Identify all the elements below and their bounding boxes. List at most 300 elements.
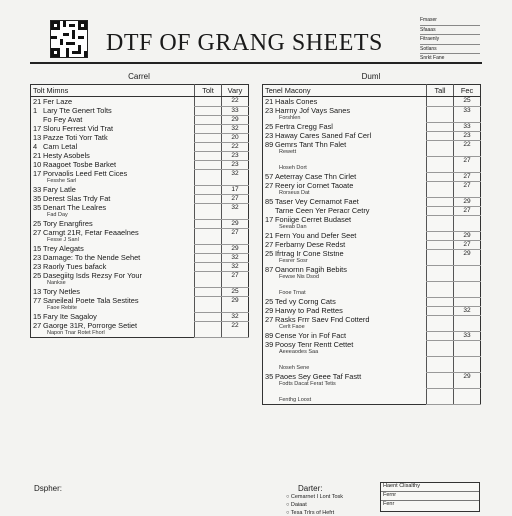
header-cell-2: Vary [222, 85, 249, 97]
row-number: 27 [265, 240, 274, 249]
row-label-cell [31, 253, 195, 262]
score-cell-total[interactable] [427, 356, 454, 372]
score-cell-total[interactable] [427, 281, 454, 297]
score-cell-total[interactable] [195, 115, 222, 124]
meta-line: Fitraenly [420, 35, 480, 45]
row-label-cell [263, 281, 427, 297]
header-cell-name: Tenel Macony [263, 85, 427, 97]
right-score-table [262, 84, 481, 405]
row-number: 35 [33, 203, 42, 212]
score-cell-value[interactable] [454, 215, 481, 231]
row-number: 27 [265, 181, 274, 190]
score-cell-value[interactable]: 27 [222, 228, 249, 244]
row-number: 13 [33, 133, 42, 142]
row-label-cell [263, 388, 427, 405]
score-cell-value[interactable]: 29 [222, 296, 249, 312]
row-title: Tory Netles [43, 287, 80, 296]
row-label-cell [31, 106, 195, 115]
row-title: Sloru Ferrest Vid Trat [43, 124, 114, 133]
row-number: 23 [33, 262, 42, 271]
score-cell-total[interactable] [427, 122, 454, 131]
score-cell-value[interactable] [454, 388, 481, 405]
score-cell-value[interactable]: 32 [222, 253, 249, 262]
row-number: 87 [265, 265, 274, 274]
row-label-cell [263, 172, 427, 181]
score-cell-value[interactable]: 32 [454, 306, 481, 315]
score-cell-total[interactable] [427, 340, 454, 356]
score-cell-value[interactable]: 17 [222, 185, 249, 194]
score-cell-value[interactable]: 25 [454, 97, 481, 107]
table-row [263, 265, 481, 281]
table-row [263, 388, 481, 405]
score-cell-value[interactable] [454, 356, 481, 372]
score-cell-total[interactable] [195, 185, 222, 194]
table-row [31, 262, 249, 271]
table-row [263, 131, 481, 140]
score-cell-total[interactable] [195, 228, 222, 244]
row-label-cell [263, 140, 427, 156]
table-row [263, 331, 481, 340]
row-label-cell [31, 169, 195, 185]
score-cell-total[interactable] [195, 296, 222, 312]
row-subtitle: Fad Day [47, 212, 68, 218]
score-cell-total[interactable] [427, 206, 454, 215]
row-label-cell [31, 271, 195, 287]
meta-line: Fmaser [420, 16, 480, 26]
score-cell-value[interactable]: 29 [454, 231, 481, 240]
row-label-cell [263, 156, 427, 172]
table-row [31, 228, 249, 244]
meta-line: Sotlans [420, 45, 480, 55]
score-cell-value[interactable]: 29 [454, 372, 481, 388]
score-cell-total[interactable] [195, 169, 222, 185]
row-number: 85 [265, 197, 274, 206]
table-header-row [31, 85, 249, 97]
table-row [263, 140, 481, 156]
row-subtitle: Fewse Nis Dsod [279, 274, 320, 280]
score-cell-value[interactable]: 32 [222, 312, 249, 321]
footer-center-line: ○ Tesa Trlrs of Hefrt [286, 510, 335, 516]
score-cell-total[interactable] [195, 287, 222, 296]
left-score-table [30, 84, 249, 338]
footer-signature-box [380, 482, 480, 512]
score-cell-total[interactable] [427, 131, 454, 140]
table-row [263, 340, 481, 356]
row-number: 17 [33, 124, 42, 133]
score-cell-value[interactable]: 23 [222, 160, 249, 169]
score-cell-total[interactable] [195, 97, 222, 107]
row-label-cell [31, 160, 195, 169]
table-row [31, 160, 249, 169]
score-cell-total[interactable] [427, 172, 454, 181]
score-cell-total[interactable] [427, 372, 454, 388]
header-cell-1: Tall [427, 85, 454, 97]
score-cell-value[interactable]: 23 [454, 131, 481, 140]
row-title: Fer Laze [43, 97, 73, 106]
row-number: 25 [265, 249, 274, 258]
score-cell-total[interactable] [427, 306, 454, 315]
header-meta-block [420, 16, 480, 64]
table-row [263, 122, 481, 131]
score-cell-total[interactable] [427, 265, 454, 281]
score-cell-value[interactable] [454, 297, 481, 306]
table-row [31, 124, 249, 133]
score-cell-total[interactable] [195, 271, 222, 287]
footer-center-label: Darter: [298, 484, 323, 493]
row-number: 77 [33, 296, 42, 305]
row-label-cell [263, 197, 427, 206]
score-cell-value[interactable]: 22 [222, 321, 249, 338]
score-cell-total[interactable] [195, 312, 222, 321]
row-number: 15 [33, 312, 42, 321]
row-title: Gaorge 31R, Porrorge Setiet [43, 321, 138, 330]
score-cell-total[interactable] [427, 249, 454, 265]
score-cell-value[interactable]: 27 [222, 194, 249, 203]
row-label-cell [31, 244, 195, 253]
score-cell-value[interactable]: 22 [222, 97, 249, 107]
score-cell-total[interactable] [195, 142, 222, 151]
row-number: 89 [265, 140, 274, 149]
row-title: Ted vy Corng Cats [275, 297, 336, 306]
row-label-cell [263, 215, 427, 231]
row-title: Hesty Asobels [43, 151, 90, 160]
row-title: Paoes Sey Geee Taf Fastt [275, 372, 362, 381]
score-cell-value[interactable]: 29 [222, 244, 249, 253]
row-subtitle: Fesrer Sosr [279, 258, 308, 264]
score-cell-value[interactable]: 33 [222, 106, 249, 115]
table-row [263, 281, 481, 297]
row-label-cell [263, 372, 427, 388]
row-label-cell [263, 356, 427, 372]
table-header-row [263, 85, 481, 97]
row-title: Saneileal Poete Tala Sestites [43, 296, 139, 305]
score-cell-total[interactable] [195, 219, 222, 228]
row-title: Reery ior Cornet Taoate [275, 181, 354, 190]
footer-box-title: Haent Clisalthy [381, 483, 479, 492]
row-title: Aeterray Case Thn Cirlet [275, 172, 357, 181]
header-cell-2: Fec [454, 85, 481, 97]
row-number: 4 [33, 142, 38, 151]
row-label-cell [31, 194, 195, 203]
row-label-cell [31, 296, 195, 312]
page-title: DTF OF GRANG SHEETS [106, 30, 383, 56]
score-cell-total[interactable] [195, 106, 222, 115]
row-number: 25 [265, 297, 274, 306]
row-number: 35 [265, 372, 274, 381]
row-label-cell [263, 206, 427, 215]
row-title: Pazze Toti Yorr Tatk [43, 133, 108, 142]
row-number: 15 [33, 244, 42, 253]
score-cell-total[interactable] [195, 194, 222, 203]
row-title: Foniige Cerret Budaset [275, 215, 351, 224]
table-row [31, 219, 249, 228]
row-number: 23 [33, 253, 42, 262]
row-subtitle: Aeeeaodes Saa [279, 349, 319, 355]
score-cell-total[interactable] [195, 244, 222, 253]
table-row [31, 115, 249, 124]
row-title: Fern You and Defer Seet [275, 231, 357, 240]
row-label-cell [31, 115, 195, 124]
table-row [263, 315, 481, 331]
score-cell-value[interactable]: 33 [454, 331, 481, 340]
header-cell-name: Tolt Mimns [31, 85, 195, 97]
table-row [31, 185, 249, 194]
meta-line: Snrkt Fane [420, 54, 480, 64]
score-cell-total[interactable] [427, 388, 454, 405]
score-cell-value[interactable]: 27 [454, 206, 481, 215]
row-label-cell [263, 331, 427, 340]
score-cell-value[interactable]: 22 [454, 140, 481, 156]
table-row [31, 312, 249, 321]
row-title: Dasegiitg Isds Rezsy For Your [43, 271, 142, 280]
row-number: 33 [33, 185, 42, 194]
footer-center-line: ○ Daiaat [286, 502, 307, 508]
score-cell-total[interactable] [195, 160, 222, 169]
row-title: Porvaolis Leed Fett Cices [43, 169, 128, 178]
table-row [263, 156, 481, 172]
score-cell-value[interactable]: 29 [222, 115, 249, 124]
row-label-cell [263, 106, 427, 122]
row-subtitle: Seeab Dan [279, 224, 307, 230]
score-cell-total[interactable] [427, 231, 454, 240]
row-label-cell [263, 340, 427, 356]
row-label-cell [263, 306, 427, 315]
row-label-cell [31, 203, 195, 219]
row-title: Cense Yor in Fof Fact [275, 331, 347, 340]
row-title: Damage: To the Nende Sehet [43, 253, 141, 262]
row-label-cell [263, 131, 427, 140]
table-row [263, 197, 481, 206]
score-cell-total[interactable] [427, 140, 454, 156]
row-subtitle: Fooe Trnat [279, 290, 306, 296]
score-cell-total[interactable] [195, 253, 222, 262]
table-row [263, 372, 481, 388]
row-number: 57 [265, 172, 274, 181]
score-cell-value[interactable]: 32 [222, 124, 249, 133]
score-cell-value[interactable]: 27 [454, 172, 481, 181]
row-title: Ifrtrag Ir Cone Ststne [275, 249, 344, 258]
table-row [31, 97, 249, 107]
score-cell-value[interactable]: 22 [222, 142, 249, 151]
row-number: 10 [33, 160, 42, 169]
row-number: 21 [33, 97, 42, 106]
score-cell-value[interactable]: 27 [454, 181, 481, 197]
row-title: Haway Cares Saned Faf Cerl [275, 131, 372, 140]
score-cell-value[interactable]: 29 [454, 249, 481, 265]
row-number: 23 [265, 106, 274, 115]
row-number: 39 [265, 340, 274, 349]
table-row [31, 133, 249, 142]
footer-center-line: ○ Cemarnet I Lont Tosk [286, 494, 344, 500]
score-cell-value[interactable]: 29 [454, 197, 481, 206]
table-row [263, 215, 481, 231]
table-row [263, 249, 481, 265]
table-row [31, 287, 249, 296]
row-number: 27 [265, 315, 274, 324]
header-cell-1: Tolt [195, 85, 222, 97]
score-cell-total[interactable] [427, 97, 454, 107]
table-row [263, 97, 481, 107]
score-cell-total[interactable] [427, 181, 454, 197]
score-cell-value[interactable]: 25 [222, 287, 249, 296]
row-title: Carn Letal [43, 142, 78, 151]
table-row [31, 194, 249, 203]
row-label-cell [263, 297, 427, 306]
row-subtitle: Hoseh Dort [279, 165, 307, 171]
row-subtitle: Noseh Sene [279, 365, 310, 371]
row-label-cell [31, 185, 195, 194]
row-number: 27 [33, 228, 42, 237]
row-number: 25 [265, 122, 274, 131]
table-row [263, 231, 481, 240]
row-subtitle: Rorseus Dat [279, 190, 310, 196]
row-label-cell [263, 240, 427, 249]
row-number: 25 [33, 271, 42, 280]
row-title: Denart The Lealres [43, 203, 107, 212]
row-title: Ferbarny Dese Redst [275, 240, 346, 249]
row-number: 21 [33, 151, 42, 160]
row-number: 35 [33, 194, 42, 203]
table-row [263, 356, 481, 372]
row-title: Fertra Cregg Fasl [275, 122, 333, 131]
header-rule [30, 62, 482, 64]
score-cell-total[interactable] [427, 156, 454, 172]
footer-left-label: Dspher: [34, 484, 63, 493]
row-subtitle: Faoe Rebite [47, 305, 77, 311]
score-cell-total[interactable] [195, 262, 222, 271]
row-label-cell [263, 249, 427, 265]
row-title: Tory Enargfires [43, 219, 93, 228]
row-title: Tarne Ceen Yer Peracr Cetry [275, 206, 370, 215]
table-row [31, 169, 249, 185]
row-label-cell [31, 124, 195, 133]
row-subtitle: Fesse J Sanl [47, 237, 79, 243]
score-cell-value[interactable]: 27 [454, 240, 481, 249]
table-row [31, 296, 249, 312]
row-number: 29 [265, 306, 274, 315]
table-row [263, 206, 481, 215]
row-subtitle: Cerlt Faoe [279, 324, 305, 330]
table-row [31, 106, 249, 115]
score-cell-total[interactable] [195, 124, 222, 133]
row-label-cell [263, 97, 427, 107]
row-label-cell [31, 228, 195, 244]
row-number: 27 [33, 321, 42, 330]
score-cell-value[interactable]: 23 [222, 151, 249, 160]
row-subtitle: Forshlen [279, 115, 301, 121]
row-title: Harrny Jof Vays Sanes [275, 106, 351, 115]
row-subtitle: Rewett [279, 149, 297, 155]
row-label-cell [263, 181, 427, 197]
score-cell-total[interactable] [427, 215, 454, 231]
row-label-cell [31, 151, 195, 160]
score-cell-value[interactable]: 33 [454, 106, 481, 122]
table-row [31, 253, 249, 262]
row-label-cell [31, 219, 195, 228]
score-cell-value[interactable] [454, 340, 481, 356]
row-label-cell [31, 287, 195, 296]
row-number: 21 [265, 97, 274, 106]
left-column-title: Carrel [128, 72, 150, 81]
score-cell-total[interactable] [427, 331, 454, 340]
row-number: 89 [265, 331, 274, 340]
row-title: Fary Latle [43, 185, 76, 194]
table-row [31, 151, 249, 160]
score-cell-value[interactable]: 32 [222, 169, 249, 185]
footer-box-line: Fenr [383, 501, 395, 507]
score-cell-value[interactable]: 27 [222, 271, 249, 287]
meta-line: Sfaaas [420, 26, 480, 36]
score-cell-value[interactable] [454, 281, 481, 297]
row-title: Taser Vey Cernamot Faet [275, 197, 359, 206]
score-cell-total[interactable] [427, 106, 454, 122]
score-cell-total[interactable] [427, 297, 454, 306]
score-cell-total[interactable] [195, 151, 222, 160]
score-cell-value[interactable]: 29 [222, 219, 249, 228]
table-row [263, 181, 481, 197]
score-cell-total[interactable] [427, 240, 454, 249]
row-label-cell [31, 142, 195, 151]
row-subtitle: Fesshe Sarl [47, 178, 77, 184]
row-subtitle: Fenthg Loost [279, 397, 312, 403]
row-number: 1 [33, 106, 38, 115]
row-label-cell [31, 312, 195, 321]
row-title: Carngt 21R, Fetar Feaaelnes [43, 228, 139, 237]
score-cell-value[interactable]: 27 [454, 156, 481, 172]
table-row [263, 306, 481, 315]
score-cell-total[interactable] [195, 321, 222, 338]
score-cell-value[interactable] [454, 315, 481, 331]
qr-code-icon [50, 20, 88, 58]
row-label-cell [31, 97, 195, 107]
row-title: Raorly Tues bafack [43, 262, 107, 271]
row-subtitle: Napon Tnar Rotet Fhorl [47, 330, 105, 336]
row-number: 21 [265, 231, 274, 240]
row-title: Poosy Tenr Rentt Cettet [275, 340, 354, 349]
footer-box-line: Fernr [381, 492, 479, 501]
row-title: Oanornn Fagih Bebits [275, 265, 347, 274]
score-cell-value[interactable]: 20 [222, 133, 249, 142]
row-number: 13 [33, 287, 42, 296]
row-label-cell [31, 133, 195, 142]
score-cell-value[interactable]: 33 [454, 122, 481, 131]
row-title: Gemrs Tant Thn Falet [275, 140, 347, 149]
table-row [31, 203, 249, 219]
table-row [263, 240, 481, 249]
row-title: Rasks Frrr Saev Fnd Cotterd [275, 315, 370, 324]
row-title: Derest Slas Trdy Fat [43, 194, 111, 203]
row-number: 23 [265, 131, 274, 140]
score-cell-total[interactable] [427, 315, 454, 331]
table-row [31, 142, 249, 151]
right-column-title: Duml [361, 72, 381, 81]
score-cell-value[interactable] [454, 265, 481, 281]
score-cell-total[interactable] [427, 197, 454, 206]
row-label-cell [263, 315, 427, 331]
score-cell-value[interactable]: 32 [222, 262, 249, 271]
row-number: 17 [33, 169, 42, 178]
table-row [31, 271, 249, 287]
row-label-cell [263, 265, 427, 281]
score-cell-value[interactable]: 32 [222, 203, 249, 219]
row-title: Fo Fey Avat [43, 115, 83, 124]
row-title: Harwy to Pad Rettes [275, 306, 343, 315]
score-cell-total[interactable] [195, 133, 222, 142]
score-cell-total[interactable] [195, 203, 222, 219]
table-row [263, 106, 481, 122]
row-label-cell [31, 321, 195, 338]
table-row [31, 244, 249, 253]
